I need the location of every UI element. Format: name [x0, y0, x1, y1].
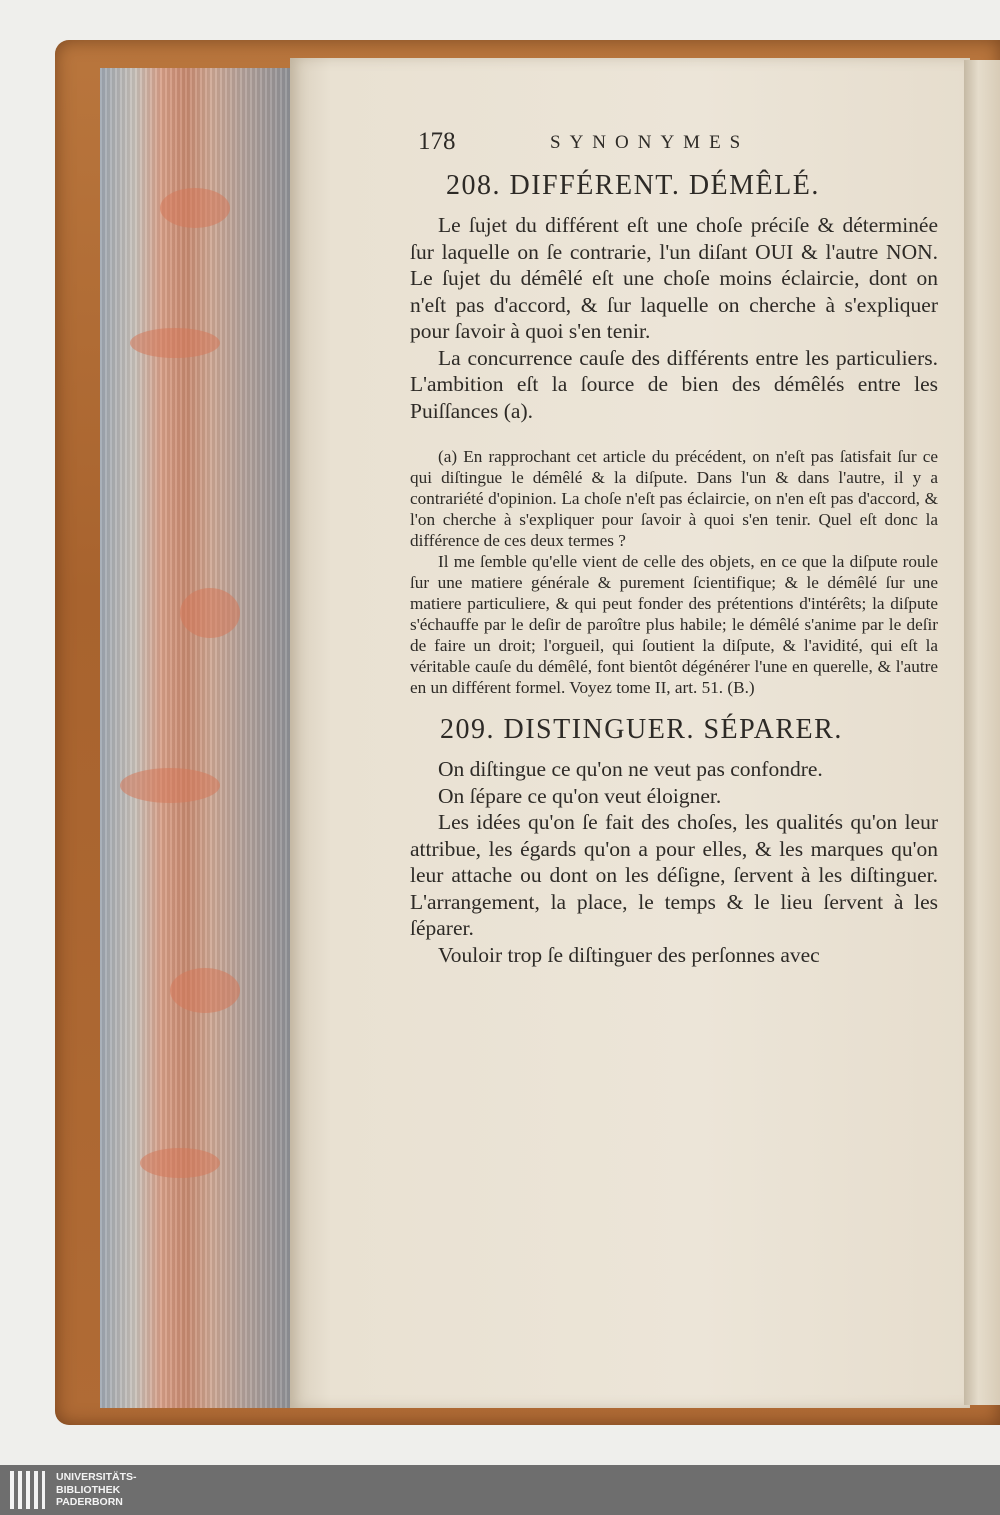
entry-209-paragraph-3: Les idées qu'on ſe fait des choſes, les qualités qu'on leur attribue, les égards qu'on a pour elles, & les marques qu'on leur attache ou dont on les déſigne, ſervent à les diſtinguer. L'arrangement, la place, le temps & le lieu ſervent à les ſéparer. — [410, 810, 938, 940]
entry-208-paragraph-2: La concurrence cauſe des différents entre les particuliers. L'ambition eſt la ſource de bien des démêlés entre les Puiſſances (a). — [410, 345, 938, 423]
library-name-line-2: BIBLIOTHEK — [56, 1483, 121, 1496]
entry-209-line-1: On diſtingue ce qu'on ne veut pas confondre. — [438, 757, 823, 781]
library-name — [56, 1471, 137, 1509]
footnote-a: (a) En rapprochant cet article du précédent, on n'eſt pas ſatisfait ſur ce qui diſtingue le démêlé & la diſpute. Dans l'un & dans l'autre, il y a contrariété d'opinion. La choſe n'eſt pas éclaircie, on n'en eſt pas d'accord, & l'on cherche à s'expliquer pour ſavoir à quoi s'en tenir. Quel eſt donc la différence de ces deux termes ? — [410, 447, 938, 550]
library-name-line-1: UNIVERSITÄTS- — [56, 1471, 137, 1483]
footnote-continuation: Il me ſemble qu'elle vient de celle des objets, en ce que la diſpute roule ſur une matiere générale & purement ſcientifique; & le démêlé ſur une matiere particuliere, & qui peut fonder des prétentions d'intérêts; la diſpute s'échauffe par le deſir de paroître plus habile; le démêlé s'anime par le deſir de faire un droit; l'orgueil, qui ſoutient la diſpute, & l'avidité, qui eſt la véritable cauſe du démêlé, font bientôt dégénérer l'une en querelle, & l'autre en un différent formel. Voyez tome II, art. 51. (B.) — [410, 552, 938, 697]
marbled-fore-edge — [100, 68, 292, 1408]
library-logo-icon — [10, 1471, 48, 1509]
running-title: SYNONYMES — [550, 132, 750, 153]
library-footer — [0, 1465, 1000, 1515]
page-number: 178 — [418, 128, 456, 155]
entry-208-title: 208. DIFFÉRENT. DÉMÊLÉ. — [446, 170, 820, 201]
entry-209-paragraph-4: Vouloir trop ſe diſtinguer des perſonnes avec — [438, 942, 820, 967]
facing-page-edge — [964, 60, 1000, 1405]
entry-208-paragraph-1: Le ſujet du différent eſt une choſe préciſe & déterminée ſur laquelle on ſe contrarie, l'un diſant OUI & l'autre NON. Le ſujet du démêlé eſt une choſe moins éclaircie, dont on n'eſt pas d'accord, & ſur laquelle on cherche à s'expliquer pour ſavoir à quoi s'en tenir. — [410, 213, 938, 343]
entry-209-title: 209. DISTINGUER. SÉPARER. — [440, 714, 843, 745]
page-text — [410, 128, 938, 968]
library-name-line-3: PADERBORN — [56, 1496, 123, 1508]
running-head — [410, 128, 938, 168]
entry-209-line-2: On ſépare ce qu'on veut éloigner. — [438, 783, 722, 808]
